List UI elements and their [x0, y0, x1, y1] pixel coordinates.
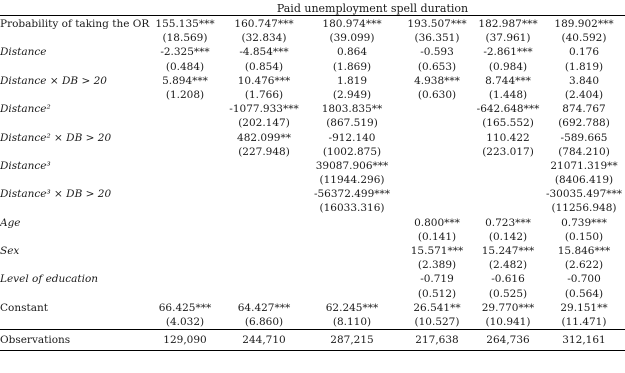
observations-cell: 217,638 — [401, 330, 473, 351]
coef-cell — [225, 272, 303, 286]
se-cell: (16033.316) — [319, 202, 385, 215]
coef-row — [0, 301, 625, 315]
coef-row — [0, 244, 625, 258]
coef-cell: 0.739*** — [561, 216, 607, 229]
coef-cell: 180.974*** — [322, 18, 382, 30]
se-cell — [145, 173, 225, 187]
se-cell: (867.519) — [326, 117, 378, 130]
row-label-text: Distance × DB > 20 — [0, 74, 107, 87]
se-cell: (8406.419) — [554, 174, 614, 187]
coef-cell: 0.800*** — [414, 216, 460, 229]
row-label-text: Distance² — [0, 103, 51, 116]
se-cell — [401, 173, 473, 187]
se-cell: (6.860) — [244, 315, 284, 328]
coef-row — [0, 187, 625, 201]
se-cell: (39.099) — [329, 32, 375, 45]
se-cell: (2.389) — [417, 259, 457, 272]
se-row — [0, 230, 625, 244]
coef-cell: 0.723*** — [485, 216, 531, 229]
coef-cell: -56372.499*** — [313, 188, 391, 201]
row-label-text: Distance³ — [0, 159, 51, 172]
observations-cell: 287,215 — [303, 330, 401, 351]
se-cell: (1.208) — [165, 88, 205, 101]
se-cell: (0.141) — [417, 230, 457, 243]
row-label — [0, 272, 145, 286]
se-cell: (1.766) — [244, 88, 284, 101]
coef-cell: 21071.319** — [550, 159, 618, 172]
se-cell — [145, 258, 225, 272]
coef-cell: -2.861*** — [483, 46, 533, 59]
coef-cell: 189.902*** — [554, 18, 614, 30]
observations-cell: 129,090 — [145, 330, 225, 351]
se-cell: (10.941) — [485, 315, 531, 328]
se-cell — [145, 201, 225, 215]
row-label-text: Level of education — [0, 273, 99, 286]
coef-cell: 0.864 — [336, 46, 368, 59]
se-row-spacer — [0, 230, 145, 244]
coef-cell: 29.770*** — [481, 301, 535, 314]
coef-cell: 29.151** — [560, 301, 608, 314]
se-cell: (11944.296) — [319, 174, 385, 187]
coef-cell: -642.648*** — [476, 103, 540, 116]
coef-cell — [145, 272, 225, 286]
se-cell — [303, 230, 401, 244]
coef-row — [0, 272, 625, 286]
row-label-text: Sex — [0, 245, 20, 257]
se-cell — [145, 145, 225, 159]
se-row-spacer — [0, 173, 145, 187]
se-cell — [225, 258, 303, 272]
row-label — [0, 216, 145, 230]
coef-cell — [225, 244, 303, 258]
se-cell: (40.592) — [561, 32, 607, 45]
se-cell: (1002.875) — [322, 145, 382, 158]
coef-cell: 15.247*** — [481, 245, 535, 257]
se-cell: (0.564) — [564, 287, 604, 300]
row-label — [0, 187, 145, 201]
se-cell: (784.210) — [558, 145, 610, 158]
se-cell: (1.448) — [488, 88, 528, 101]
coef-cell — [401, 187, 473, 201]
coef-cell: -0.719 — [420, 273, 454, 286]
se-cell — [303, 258, 401, 272]
se-row-spacer — [0, 258, 145, 272]
coef-cell: -1077.933*** — [229, 103, 299, 116]
se-cell: (165.552) — [482, 117, 534, 130]
observations-label: Observations — [0, 330, 145, 351]
coef-cell: 193.507*** — [407, 18, 467, 30]
se-cell: (2.622) — [564, 259, 604, 272]
se-cell: (223.017) — [482, 145, 534, 158]
coef-row — [0, 102, 625, 116]
se-row — [0, 287, 625, 301]
coef-cell: 15.571*** — [410, 245, 464, 257]
regression-table — [0, 17, 625, 351]
coef-row — [0, 74, 625, 88]
coef-cell: 160.747*** — [234, 18, 294, 30]
se-row — [0, 31, 625, 45]
coef-cell — [145, 159, 225, 173]
coef-cell — [473, 159, 543, 173]
se-row-spacer — [0, 60, 145, 74]
se-row-spacer — [0, 287, 145, 301]
se-cell — [401, 116, 473, 130]
coef-row — [0, 131, 625, 145]
coef-row — [0, 159, 625, 173]
coef-cell — [145, 131, 225, 145]
row-label — [0, 102, 145, 116]
coef-cell: -0.593 — [420, 46, 454, 59]
coef-cell: 182.987*** — [478, 18, 538, 30]
se-row — [0, 201, 625, 215]
row-label-text: Distance — [0, 46, 47, 59]
se-row — [0, 116, 625, 130]
coef-cell: 15.846*** — [557, 245, 611, 257]
coef-cell: 5.894*** — [162, 74, 208, 87]
coef-cell: 62.245*** — [325, 301, 379, 314]
coef-cell: 155.135*** — [155, 18, 215, 30]
coef-row — [0, 216, 625, 230]
coef-cell — [303, 244, 401, 258]
coef-cell: -0.700 — [567, 273, 601, 286]
coef-cell: -589.665 — [560, 131, 608, 144]
se-cell: (32.834) — [241, 32, 287, 45]
coef-cell — [401, 159, 473, 173]
se-row — [0, 60, 625, 74]
se-cell: (0.653) — [417, 60, 457, 73]
se-row — [0, 258, 625, 272]
row-label-text: Age — [0, 216, 21, 229]
se-cell: (202.147) — [238, 117, 290, 130]
row-label-text: Probability of taking the OR — [0, 18, 150, 30]
row-label — [0, 301, 145, 315]
se-cell: (0.525) — [488, 287, 528, 300]
coef-cell — [145, 244, 225, 258]
se-cell — [473, 173, 543, 187]
se-row-spacer — [0, 315, 145, 330]
se-cell: (2.482) — [488, 259, 528, 272]
row-label — [0, 17, 150, 31]
se-cell: (692.788) — [558, 117, 610, 130]
se-cell — [225, 230, 303, 244]
se-cell: (1.819) — [564, 60, 604, 73]
coef-cell: -0.616 — [491, 273, 525, 286]
coef-row — [0, 17, 625, 31]
coef-cell: 482.099** — [237, 131, 291, 144]
coef-cell — [401, 102, 473, 116]
coef-cell: 8.744*** — [485, 74, 531, 87]
coef-cell: 39087.906*** — [315, 159, 389, 172]
se-cell: (0.484) — [165, 60, 205, 73]
coef-cell: 0.176 — [568, 46, 600, 59]
coef-cell — [225, 159, 303, 173]
se-cell: (36.351) — [414, 32, 460, 45]
coef-cell — [225, 187, 303, 201]
se-cell — [145, 116, 225, 130]
se-cell: (10.527) — [414, 315, 460, 328]
coef-cell: 874.767 — [562, 103, 606, 116]
row-label — [0, 244, 145, 258]
coef-cell: -2.325*** — [160, 46, 210, 59]
coef-cell — [225, 216, 303, 230]
coef-cell: 64.427*** — [237, 301, 291, 314]
se-cell — [145, 287, 225, 301]
se-cell — [401, 201, 473, 215]
se-cell: (8.110) — [332, 315, 372, 328]
se-cell — [303, 287, 401, 301]
coef-cell: 3.840 — [568, 74, 600, 87]
se-row-spacer — [0, 88, 145, 102]
se-cell: (0.512) — [417, 287, 457, 300]
se-cell: (227.948) — [238, 145, 290, 158]
se-cell: (11256.948) — [551, 202, 617, 215]
se-cell: (0.150) — [564, 230, 604, 243]
observations-cell: 264,736 — [473, 330, 543, 351]
coef-cell: 110.422 — [486, 131, 530, 144]
se-cell: (0.630) — [417, 88, 457, 101]
row-label-text: Constant — [0, 301, 48, 314]
observations-row — [0, 330, 625, 351]
row-label-text: Distance² × DB > 20 — [0, 131, 112, 144]
se-row — [0, 315, 625, 330]
observations-cell: 244,710 — [225, 330, 303, 351]
coef-cell — [145, 187, 225, 201]
top-rule — [0, 15, 625, 16]
se-row — [0, 88, 625, 102]
observations-cell: 312,161 — [543, 330, 625, 351]
se-row-spacer — [0, 116, 145, 130]
se-row — [0, 173, 625, 187]
table-body — [0, 17, 625, 351]
se-cell: (0.142) — [488, 230, 528, 243]
coef-cell — [401, 131, 473, 145]
se-row-spacer — [0, 145, 145, 159]
row-label — [0, 131, 145, 145]
se-cell: (0.984) — [488, 60, 528, 73]
coef-cell — [303, 272, 401, 286]
se-cell — [225, 173, 303, 187]
se-cell — [225, 287, 303, 301]
se-cell: (1.869) — [332, 60, 372, 73]
coef-cell: 66.425*** — [158, 301, 212, 314]
row-label — [0, 74, 145, 88]
row-label — [0, 45, 145, 59]
se-cell: (37.961) — [485, 32, 531, 45]
coef-cell: 1803.835** — [321, 103, 383, 116]
se-cell: (2.949) — [332, 88, 372, 101]
table-title: Paid unemployment spell duration — [276, 2, 469, 15]
se-cell — [401, 145, 473, 159]
se-cell: (0.854) — [244, 60, 284, 73]
se-row-spacer — [0, 201, 145, 215]
coef-cell: -4.854*** — [239, 46, 289, 59]
coef-row — [0, 45, 625, 59]
coef-cell: -912.140 — [328, 131, 376, 144]
coef-cell — [303, 216, 401, 230]
se-row — [0, 145, 625, 159]
se-cell — [145, 230, 225, 244]
se-cell: (4.032) — [165, 315, 205, 328]
se-cell — [473, 201, 543, 215]
coef-cell: 26.541** — [413, 301, 461, 314]
coef-cell: 1.819 — [336, 74, 368, 87]
coef-cell — [145, 102, 225, 116]
coef-cell: 10.476*** — [237, 74, 291, 87]
se-row-spacer — [0, 31, 145, 45]
se-cell: (2.404) — [564, 88, 604, 101]
row-label-text: Distance³ × DB > 20 — [0, 188, 112, 201]
se-cell: (18.569) — [162, 32, 208, 45]
row-label — [0, 159, 145, 173]
se-cell — [225, 201, 303, 215]
coef-cell: 4.938*** — [414, 74, 460, 87]
se-cell: (11.471) — [561, 315, 607, 328]
coef-cell — [473, 187, 543, 201]
coef-cell: -30035.497*** — [545, 188, 623, 201]
coef-cell — [145, 216, 225, 230]
